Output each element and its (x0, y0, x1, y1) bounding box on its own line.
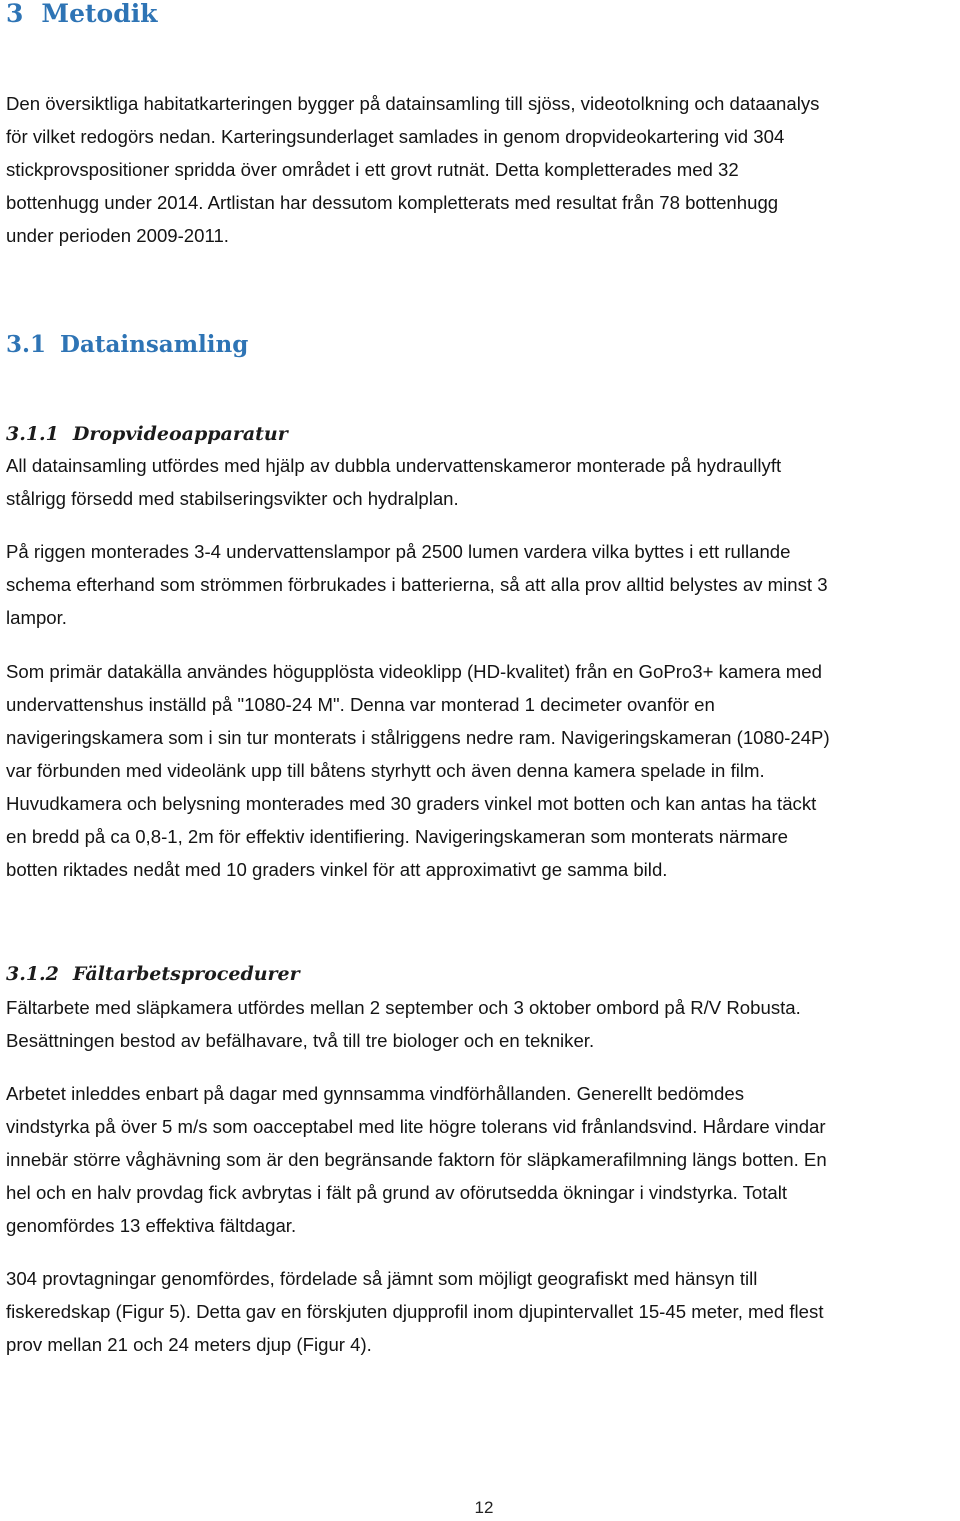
subsection-title: Dropvideoapparatur (72, 423, 288, 445)
text-line: lampor. (6, 607, 67, 628)
text-line: Arbetet inleddes enbart på dagar med gynnsamma vindförhållanden. Generellt bedömdes (6, 1083, 745, 1104)
paragraph-kameror (6, 655, 830, 886)
section-title: Datainsamling (60, 331, 249, 358)
text-line: 304 provtagningar genomfördes, fördelade så jämnt som möjligt geografiskt med hänsyn till (6, 1268, 758, 1289)
paragraph-datainsamling-rigg (6, 449, 781, 515)
text-line: Besättningen bestod av befälhavare, två till tre biologer och en tekniker. (6, 1030, 595, 1051)
text-line: bottenhugg under 2014. Artlistan har dessutom kompletterats med resultat från 78 bottenhugg (6, 192, 779, 213)
text-line: för vilket redogörs nedan. Karteringsunderlaget samlades in genom dropvideokartering vid 304 (6, 126, 785, 147)
text-line: navigeringskamera som i sin tur monterats i stålriggens nedre ram. Navigeringskameran (1080-24P) (6, 727, 830, 748)
text-line: schema efterhand som strömmen förbrukades i batterierna, så att alla prov alltid belystes av minst 3 (6, 574, 828, 595)
text-line: genomfördes 13 effektiva fältdagar. (6, 1215, 297, 1236)
paragraph-lampor (6, 535, 828, 634)
paragraph-faltarbete (6, 991, 801, 1057)
text-line: en bredd på ca 0,8-1, 2m för effektiv identifiering. Navigeringskameran som monterats närmare (6, 826, 789, 847)
text-line: undervattenshus inställd på "1080-24 M". Denna var monterad 1 decimeter ovanför en (6, 694, 715, 715)
text-line: Huvudkamera och belysning monterades med 30 graders vinkel mot botten och kan antas ha täckt (6, 793, 817, 814)
subsection-heading-faltarbetsprocedurer (6, 961, 300, 987)
text-line: var förbunden med videolänk upp till båtens styrhytt och även denna kamera spelade in film. (6, 760, 765, 781)
page-number: 12 (474, 1498, 494, 1517)
chapter-heading (6, 0, 158, 32)
chapter-title: Metodik (41, 0, 158, 28)
text-line: All datainsamling utfördes med hjälp av dubbla undervattenskameror monterade på hydraullyft (6, 455, 782, 476)
intro-paragraph (6, 87, 819, 252)
text-line: Den översiktliga habitatkarteringen bygger på datainsamling till sjöss, videotolkning och dataanalys (6, 93, 820, 114)
text-line: prov mellan 21 och 24 meters djup (Figur 4). (6, 1334, 372, 1355)
text-line: stålrigg försedd med stabilseringsvikter och hydralplan. (6, 488, 459, 509)
subsection-title: Fältarbetsprocedurer (72, 963, 300, 985)
text-line: botten riktades nedåt med 10 graders vinkel för att approximativt ge samma bild. (6, 859, 668, 880)
subsection-number: 3.1.2 (6, 963, 59, 985)
text-line: hel och en halv provdag fick avbrytas i fält på grund av oförutsedda ökningar i vindstyrka. Totalt (6, 1182, 788, 1203)
chapter-number: 3 (6, 0, 24, 28)
text-line: Fältarbete med släpkamera utfördes mellan 2 september och 3 oktober ombord på R/V Robusta. (6, 997, 801, 1018)
subsection-heading-dropvideoapparatur (6, 421, 288, 447)
text-line: fiskeredskap (Figur 5). Detta gav en förskjuten djupprofil inom djupintervallet 15-45 meter, med flest (6, 1301, 824, 1322)
paragraph-provtagningar (6, 1262, 824, 1361)
text-line: Som primär datakälla användes högupplösta videoklipp (HD-kvalitet) från en GoPro3+ kamera med (6, 661, 822, 682)
section-heading-datainsamling (6, 328, 248, 362)
section-number: 3.1 (6, 331, 47, 358)
text-line: innebär större våghävning som är den begränsande faktorn för släpkamerafilmning längs botten. En (6, 1149, 827, 1170)
text-line: stickprovspositioner spridda över området i ett grovt rutnät. Detta kompletterades med 32 (6, 159, 739, 180)
paragraph-vindforhallanden (6, 1077, 827, 1242)
text-line: under perioden 2009-2011. (6, 225, 229, 246)
text-line: På riggen monterades 3-4 undervattenslampor på 2500 lumen vardera vilka byttes i ett rullande (6, 541, 791, 562)
subsection-number: 3.1.1 (6, 423, 59, 445)
text-line: vindstyrka på över 5 m/s som oacceptabel med lite högre tolerans vid frånlandsvind. Hårdare vindar (6, 1116, 826, 1137)
